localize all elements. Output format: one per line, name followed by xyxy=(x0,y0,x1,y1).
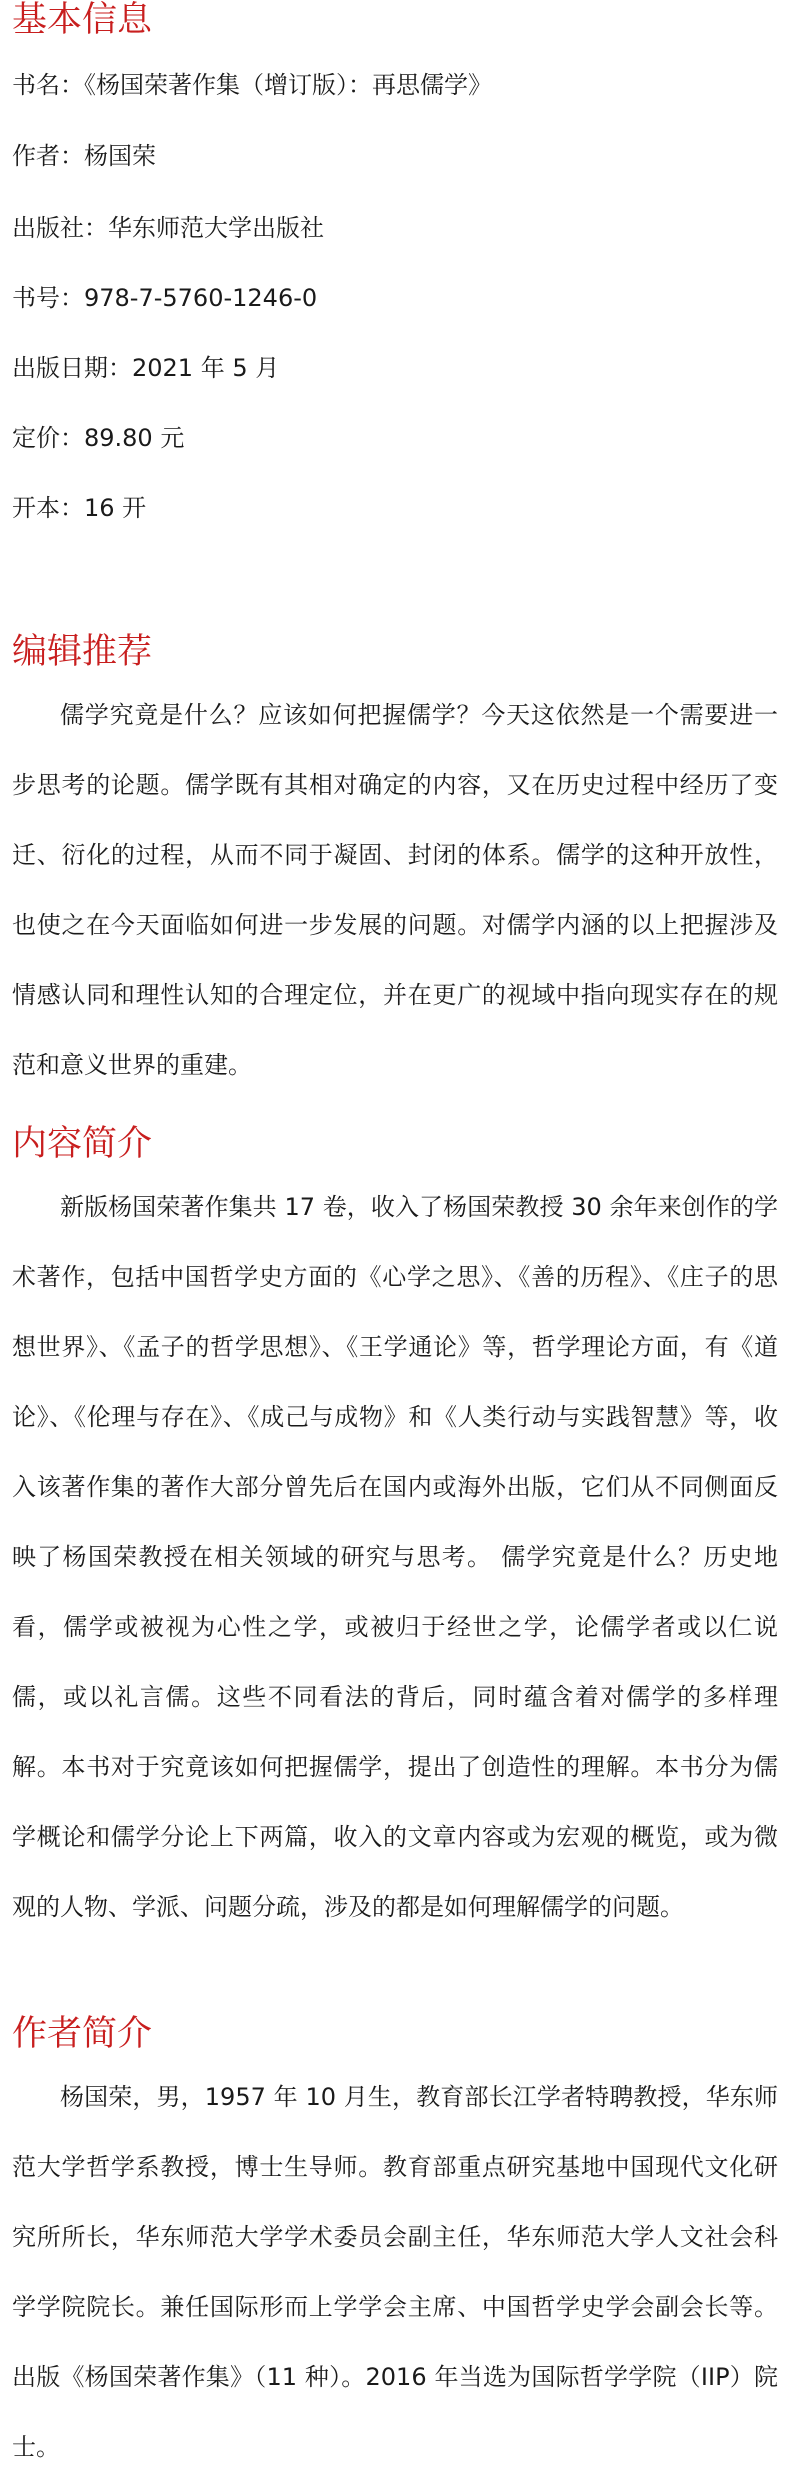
basic-info-list xyxy=(12,60,778,543)
content-summary-title: 内容简介 xyxy=(12,1124,153,1164)
info-book-title: 书名：《杨国荣著作集（增订版）：再思儒学》 xyxy=(12,71,492,99)
info-format: 开本：16 开 xyxy=(12,494,147,522)
info-publisher: 出版社：华东师范大学出版社 xyxy=(12,214,324,242)
editor-recommend-text: 儒学究竟是什么？应该如何把握儒学？今天这依然是一个需要进一步思考的论题。儒学既有其相对确定的内容，又在历史过程中经历了变迁、衍化的过程，从而不同于凝固、封闭的体系。儒学的这种开放性，也使之在今天面临如何进一步发展的问题。对儒学内涵的以上把握涉及情感认同和理性认知的合理定位，并在更广的视域中指向现实存在的规范和意义世界的重建。 xyxy=(12,701,778,1079)
info-price: 定价：89.80 元 xyxy=(12,424,185,452)
info-author: 作者：杨国荣 xyxy=(12,142,156,170)
basic-info-title: 基本信息 xyxy=(12,0,153,40)
content-summary-text: 新版杨国荣著作集共 17 卷，收入了杨国荣教授 30 余年来创作的学术著作，包括中国哲学史方面的《心学之思》、《善的历程》、《庄子的思想世界》、《孟子的哲学思想》、《王学通论》等，哲学理论方面，有《道论》、《伦理与存在》、《成己与成物》和《人类行动与实践智慧》等，收入该著作集的著作大部分曾先后在国内或海外出版，它们从不同侧面反映了杨国荣教授在相关领域的研究与思考。 儒学究竟是什么？历史地看，儒学或被视为心性之学，或被归于经世之学，论儒学者或以仁说儒，或以礼言儒。这些不同看法的背后，同时蕴含着对儒学的多样理解。本书对于究竟该如何把握儒学，提出了创造性的理解。本书分为儒学概论和儒学分论上下两篇，收入的文章内容或为宏观的概览，或为微观的人物、学派、问题分疏，涉及的都是如何理解儒学的问题。 xyxy=(12,1193,778,1921)
author-intro-text: 杨国荣，男，1957 年 10 月生，教育部长江学者特聘教授，华东师范大学哲学系教授，博士生导师。教育部重点研究基地中国现代文化研究所所长，华东师范大学学术委员会副主任，华东师范大学人文社会科学学院院长。兼任国际形而上学学会主席、中国哲学史学会副会长等。出版《杨国荣著作集》（11 种）。2016 年当选为国际哲学学院（IIP）院士。 xyxy=(12,2083,778,2461)
info-isbn: 书号：978-7-5760-1246-0 xyxy=(12,284,318,312)
editor-recommend-title: 编辑推荐 xyxy=(12,632,153,672)
info-publish-date: 出版日期：2021 年 5 月 xyxy=(12,354,280,382)
author-intro-title: 作者简介 xyxy=(12,2014,153,2054)
